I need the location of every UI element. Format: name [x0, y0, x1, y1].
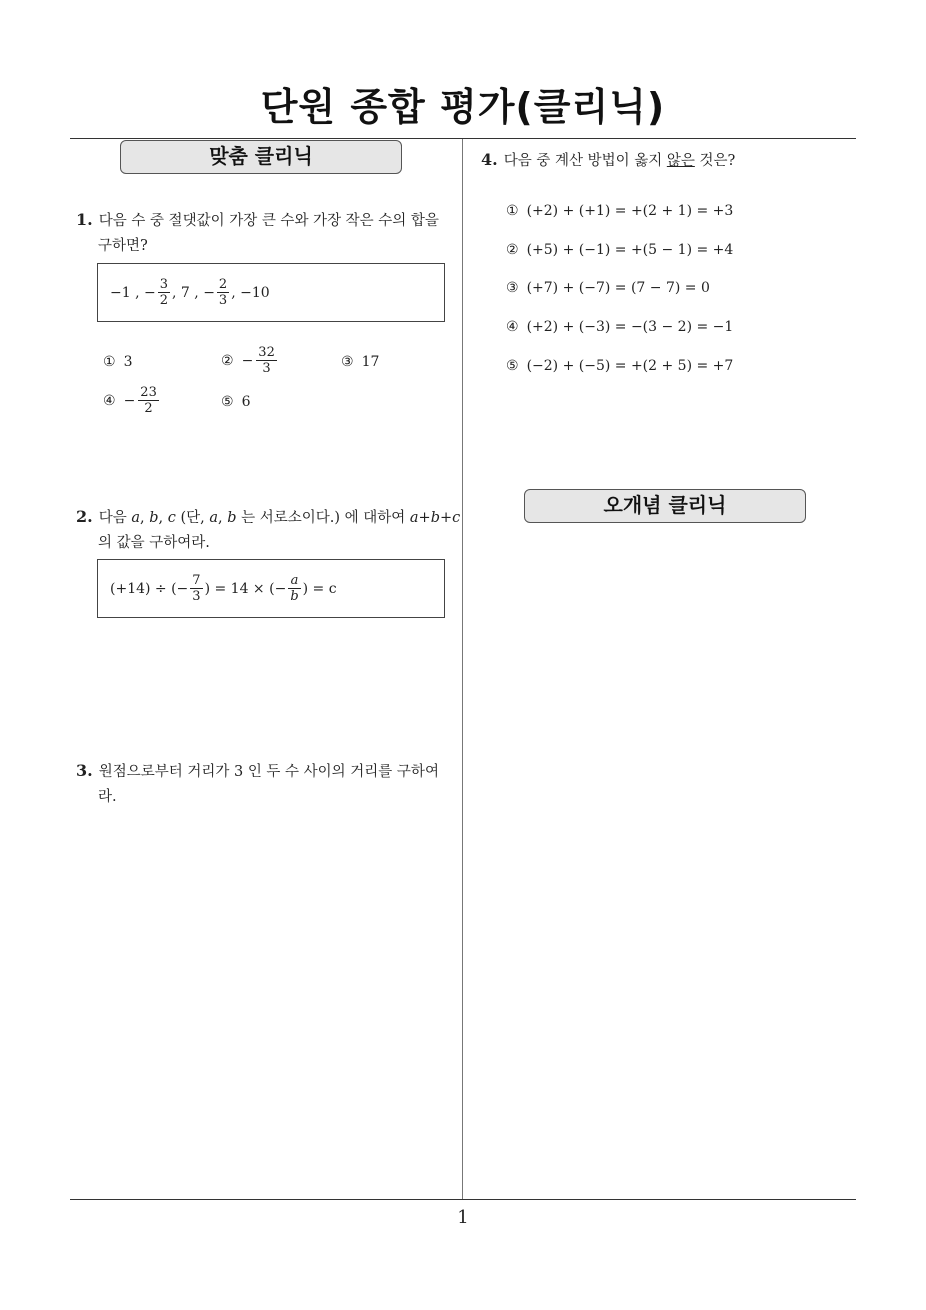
given-numbers-box — [97, 263, 445, 322]
top-rule — [70, 138, 856, 139]
section-header-custom-clinic: 맞춤 클리닉 — [120, 140, 402, 174]
choice-1[interactable]: ① 3 — [103, 354, 133, 370]
question-number: 1. — [76, 210, 93, 229]
q4-choice-3[interactable]: ③ (+7) + (−7) = (7 − 7) = 0 — [506, 280, 710, 296]
given-value: −1 , — [110, 284, 140, 301]
q4-choice-5[interactable]: ⑤ (−2) + (−5) = +(2 + 5) = +7 — [506, 358, 734, 374]
section-header-misconception-clinic: 오개념 클리닉 — [524, 489, 806, 523]
fraction: $\frac{7}{3}$ — [192, 573, 201, 604]
choice-5[interactable]: ⑤ 6 — [221, 394, 251, 410]
choice-3[interactable]: ③ 17 — [341, 354, 380, 370]
question-1 — [76, 207, 461, 259]
fraction: $\frac{2}{3}$ — [218, 277, 228, 308]
question-number: 4. — [481, 150, 498, 169]
equation-box: (+14) ÷ (− $\frac{7}{3}$ ) = 14 × (− $\frac{a}{b}$ ) = c — [97, 559, 445, 618]
question-4: 4. 다음 중 계산 방법이 옳지 않은 것은? — [481, 150, 736, 169]
question-number: 2. — [76, 507, 93, 526]
choice-2[interactable]: ② − $\frac{32}{3}$ — [221, 345, 275, 376]
fraction: $\frac{32}{3}$ — [258, 345, 275, 376]
column-divider — [462, 139, 463, 1200]
given-sign: − — [144, 284, 156, 301]
fraction: $\frac{23}{2}$ — [140, 385, 157, 416]
fraction: $\frac{3}{2}$ — [159, 277, 169, 308]
page-title: 단원 종합 평가(클리닉) — [260, 85, 666, 129]
q4-choice-2[interactable]: ② (+5) + (−1) = +(5 − 1) = +4 — [506, 242, 734, 258]
question-2: 2. 다음 a, b, c (단, a, b 는 서로소이다.) 에 대하여 a+b+c 의 값을 구하여라. — [76, 507, 461, 551]
given-value: , 7 , — [172, 284, 199, 301]
question-3: 3. 원점으로부터 거리가 3 인 두 수 사이의 거리를 구하여 라. — [76, 761, 439, 805]
bottom-rule — [70, 1199, 856, 1200]
given-sign: − — [203, 284, 215, 301]
fraction: $\frac{a}{b}$ — [290, 573, 299, 604]
given-value: , −10 — [231, 284, 270, 301]
question-text: 다음 수 중 절댓값이 가장 큰 수와 가장 작은 수의 합을 — [98, 213, 439, 229]
page-number: 1 — [457, 1207, 469, 1228]
question-number: 3. — [76, 761, 93, 780]
q4-choice-4[interactable]: ④ (+2) + (−3) = −(3 − 2) = −1 — [506, 319, 734, 335]
question-text-cont: 구하면? — [98, 238, 148, 254]
q4-choice-1[interactable]: ① (+2) + (+1) = +(2 + 1) = +3 — [506, 203, 734, 219]
choice-4[interactable]: ④ − $\frac{23}{2}$ — [103, 385, 157, 416]
